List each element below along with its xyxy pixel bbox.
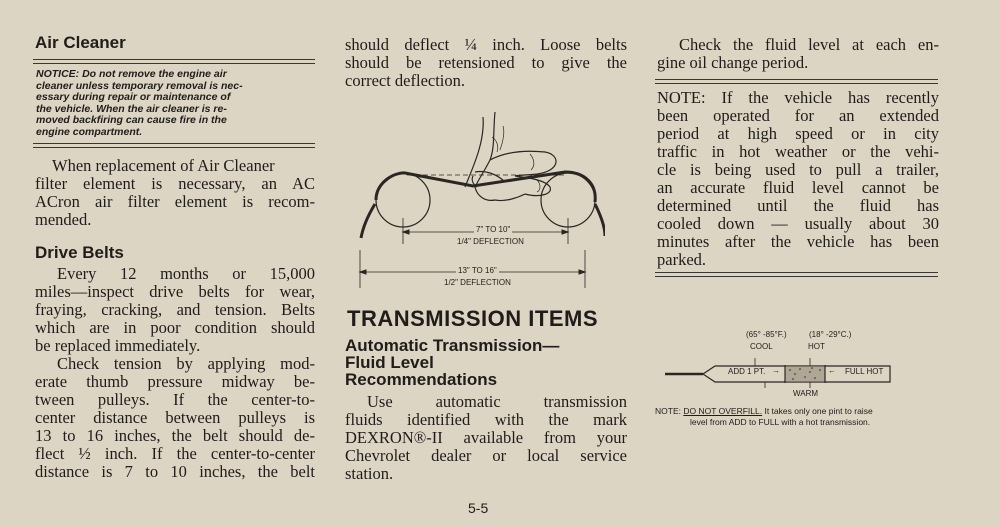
text-line: 13 to 16 inches, the belt should de- — [35, 426, 315, 445]
text-line: Every 12 months or 15,000 — [57, 264, 315, 283]
page-number: 5-5 — [468, 500, 489, 516]
text-line: been operated for an extended — [657, 106, 939, 125]
note-bottom-rule — [655, 272, 938, 273]
overfill-line-1 — [655, 406, 955, 417]
text-line: erate thumb pressure midway be- — [35, 372, 315, 391]
notice-line: moved backfiring can cause fire in the — [36, 114, 227, 127]
text-line: an accurate fluid level cannot be — [657, 178, 939, 197]
air-cleaner-heading: Air Cleaner — [35, 33, 126, 52]
text-line: should deflect ¼ inch. Loose belts — [345, 35, 627, 54]
text-line: Chevrolet dealer or local service — [345, 446, 627, 465]
text-line: fluids identified with the mark — [345, 410, 627, 429]
dimension-short-deflection: 1/4" DEFLECTION — [457, 237, 524, 246]
cool-label: COOL — [750, 342, 773, 351]
text-line: DEXRON®-II available from your — [345, 428, 627, 447]
add-arrow-icon: → — [772, 366, 780, 375]
text-line: Check the fluid level at each en- — [679, 35, 939, 54]
note-paragraph — [657, 89, 939, 269]
overfill-note-label: NOTE: — [655, 406, 681, 416]
text-line: miles—inspect drive belts for wear, — [35, 282, 315, 301]
drive-belts-paragraph — [35, 265, 315, 481]
deflection-paragraph — [345, 36, 627, 90]
notice-bottom-rule — [33, 143, 315, 144]
warm-label: WARM — [793, 389, 819, 398]
note-bottom-rule-2 — [655, 276, 938, 277]
text-line: parked. — [657, 250, 707, 269]
fluid-paragraph — [345, 393, 627, 483]
text-line: be replaced immediately. — [35, 336, 201, 355]
text-line: fraying, cracking, and tension. Belts — [35, 300, 315, 319]
check-paragraph — [657, 36, 939, 72]
text-line: should be retensioned to give the — [345, 53, 627, 72]
notice-line: cleaner unless temporary removal is nec- — [36, 79, 243, 92]
cool-temp-label: (65° -85°F.) — [746, 330, 787, 339]
text-line: When replacement of Air Cleaner — [52, 156, 275, 175]
notice-top-rule-2 — [33, 63, 315, 64]
text-line: NOTE: If the vehicle has recently — [657, 88, 939, 107]
transmission-items-heading: TRANSMISSION ITEMS — [347, 306, 599, 331]
text-line: distance is 7 to 10 inches, the belt — [35, 462, 315, 481]
add-one-pint-label: ADD 1 PT. — [728, 367, 766, 376]
heading-line: Recommendations — [345, 370, 498, 389]
text-line: Check tension by applying mod- — [57, 354, 315, 373]
notice-line: the vehicle. When the air cleaner is re- — [36, 102, 227, 115]
text-line: cooled down — usually about 30 — [657, 214, 939, 233]
notice-bottom-rule-2 — [33, 147, 315, 148]
text-line: gine oil change period. — [657, 53, 809, 72]
heading-line: Automatic Transmission— — [345, 336, 560, 355]
notice-line: essary during repair or maintenance of — [36, 91, 231, 104]
text-line: center distance between pulleys is — [35, 408, 315, 427]
dimension-long-deflection: 1/2" DEFLECTION — [444, 278, 511, 287]
note-top-rule-2 — [655, 83, 938, 84]
notice-line: NOTICE: Do not remove the engine air — [36, 68, 227, 80]
overfill-note — [655, 406, 955, 428]
hot-temp-label: (18° -29°C.) — [809, 330, 852, 339]
overfill-line-2: level from ADD to FULL with a hot transmission. — [690, 417, 871, 427]
text-line: station. — [345, 464, 394, 483]
text-line: filter element is necessary, an AC — [35, 174, 315, 193]
belt-deflection-diagram — [345, 92, 605, 292]
drive-belts-heading: Drive Belts — [35, 243, 124, 262]
notice-block — [36, 69, 316, 139]
overfill-warning: DO NOT OVERFILL. — [683, 406, 763, 416]
text-line: period at high speed or in city — [657, 124, 939, 143]
heading-line: Fluid Level — [345, 353, 434, 372]
text-line: tween pulleys. If the center-to- — [35, 390, 315, 409]
text-line: minutes after the vehicle has been — [657, 232, 939, 251]
full-arrow-icon: ← — [828, 366, 836, 375]
text-line: ACron air filter element is recom- — [35, 192, 315, 211]
dimension-long-length: 13" TO 16" — [458, 266, 497, 275]
overfill-rest: It takes only one pint to raise — [764, 406, 873, 416]
text-line: cle is being used to pull a trailer, — [657, 160, 939, 179]
text-line: traffic in hot weather or the vehi- — [657, 142, 939, 161]
warm-zone — [785, 366, 825, 382]
text-line: correct deflection. — [345, 71, 466, 90]
notice-line: engine compartment. — [36, 125, 143, 138]
notice-top-rule — [33, 59, 315, 60]
text-line: mended. — [35, 210, 92, 229]
text-line: flect ½ inch. If the center-to-center — [35, 444, 315, 463]
air-cleaner-paragraph — [35, 157, 315, 229]
text-line: determined until the fluid has — [657, 196, 939, 215]
dimension-short-length: 7" TO 10" — [476, 225, 511, 234]
text-line: which are in poor condition should — [35, 318, 315, 337]
text-line: Use automatic transmission — [367, 392, 627, 411]
thumb-illustration — [465, 112, 556, 201]
note-top-rule — [655, 79, 938, 80]
automatic-transmission-heading — [345, 337, 559, 388]
hot-label: HOT — [808, 342, 825, 351]
full-hot-label: FULL HOT — [845, 367, 884, 376]
